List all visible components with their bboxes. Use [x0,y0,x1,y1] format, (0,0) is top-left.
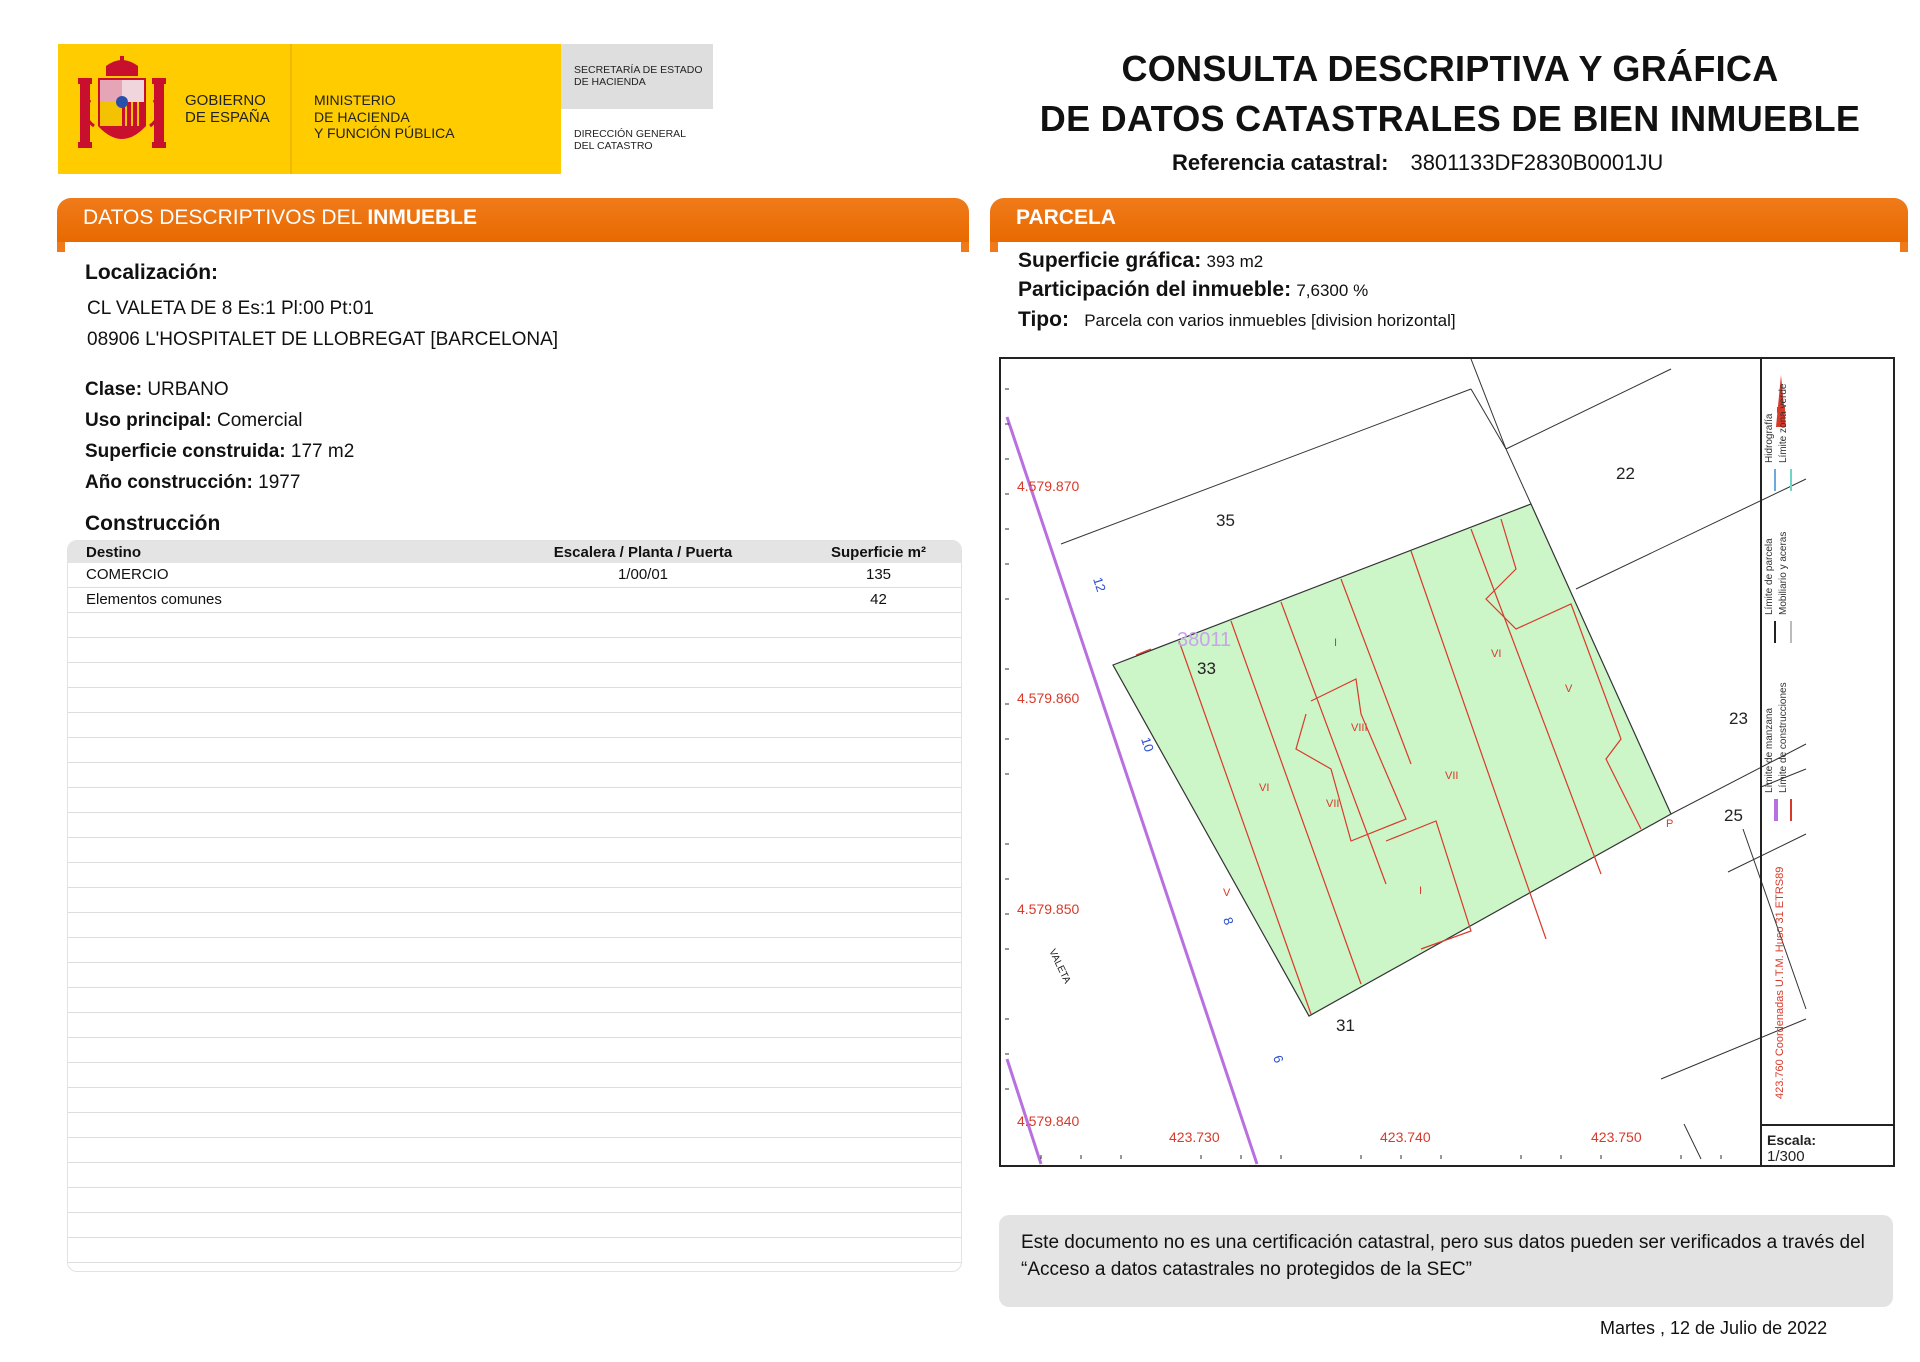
disclaimer-note: Este documento no es una certificación catastral, pero sus datos pueden ser verificados a través del “Acceso a datos catastrales no protegidos de la SEC” [999,1215,1893,1307]
document-date: Martes , 12 de Julio de 2022 [1600,1318,1828,1338]
clase-field [85,378,229,402]
secretaria-line-2: DE HACIENDA [574,76,646,88]
sup-value: 393 m2 [1206,252,1264,271]
y-coord-label: 4.579.850 [1017,901,1080,917]
address-line-1: CL VALETA DE 8 Es:1 Pl:00 Pt:01 [87,298,374,319]
legend-swatch-parcela [1774,621,1776,643]
street-number: 8 [1220,915,1237,927]
empty-table-row [68,1088,961,1113]
empty-table-row [68,638,961,663]
part-label: Participación del inmueble: [1018,278,1292,301]
cell-superficie: 135 [865,566,892,583]
localizacion-label: Localización: [85,261,219,284]
section-datos-descriptivos [57,198,969,252]
cell-destino: Elementos comunes [86,591,222,608]
clase-label: Clase: [85,379,143,400]
street-number: 10 [1138,735,1157,754]
floor-label: VI [1491,648,1502,660]
anio-value: 1977 [258,472,301,493]
street-name: VALETA [1046,947,1073,986]
section-header-right: PARCELA [990,198,1908,242]
sup-label: Superficie gráfica: [1018,249,1202,272]
cell-superficie: 42 [870,591,887,608]
parcel-number: 31 [1336,1016,1355,1035]
anio-label: Año construcción: [85,472,253,493]
empty-table-row [68,963,961,988]
floor-label: VII [1445,770,1459,782]
part-value: 7,6300 % [1296,281,1369,300]
section-title-b: INMUEBLE [367,206,478,229]
parcel-number: 25 [1724,806,1743,825]
parcel-number: 35 [1216,511,1235,530]
superficie-field [85,440,354,464]
participacion-field [1018,278,1368,303]
parcel-polygon [1113,504,1674,1016]
floor-label: I [1419,885,1423,897]
parcel-number: 33 [1197,659,1216,678]
legend-text: Hidrografía [1764,413,1775,463]
ministerio-line-3: Y FUNCIÓN PÚBLICA [314,125,455,141]
section-title-a: DATOS DESCRIPTIVOS DEL [83,206,368,229]
gobierno-line-1: GOBIERNO [185,92,266,109]
cadastral-map [999,357,1895,1167]
gobierno-line-2: DE ESPAÑA [185,109,270,126]
legend-swatch-hidrografia [1774,469,1776,491]
direccion-line-1: DIRECCIÓN GENERAL [574,128,687,140]
legend-text: Límite de manzana [1764,707,1775,793]
legend-swatch-construcciones [1790,799,1792,821]
street-number: 12 [1090,575,1109,594]
parcel-id-label: 38011 [1177,629,1232,651]
floor-label: I [1334,637,1338,649]
x-coord-label: 423.740 [1380,1129,1431,1145]
superficie-grafica-field [1018,249,1263,274]
uso-field [85,409,303,433]
empty-table-row [68,863,961,888]
empty-table-row [68,763,961,788]
street-number: 6 [1270,1053,1287,1065]
secretaria-line-1: SECRETARÍA DE ESTADO [574,64,703,76]
coord-system-label: 423.760 Coordenadas U.T.M. Huso 31 ETRS89 [1774,866,1786,1099]
section-header-left-frame [57,242,969,252]
empty-table-row [68,1013,961,1038]
y-coord-label: 4.579.860 [1017,690,1080,706]
y-coord-label: 4.579.840 [1017,1113,1080,1129]
floor-label: VII [1326,798,1340,810]
empty-table-row [68,663,961,688]
coat-of-arms-icon [76,56,168,162]
empty-rows [68,613,961,1263]
empty-table-row [68,1113,961,1138]
empty-table-row [68,738,961,763]
superficie-label: Superficie construida: [85,441,286,462]
clase-value: URBANO [147,379,229,400]
empty-table-row [68,1138,961,1163]
empty-table-row [68,613,961,638]
parcel-number: 23 [1729,709,1748,728]
construccion-label: Construcción [85,512,221,535]
floor-label: VIII [1351,722,1368,734]
title-line-1: CONSULTA DESCRIPTIVA Y GRÁFICA [1121,48,1779,89]
empty-table-row [68,788,961,813]
floor-label: V [1565,683,1573,695]
empty-table-row [68,1038,961,1063]
tipo-label: Tipo: [1018,308,1069,331]
empty-table-row [68,688,961,713]
empty-table-row [68,1063,961,1088]
floor-label: V [1223,887,1231,899]
x-coord-label: 423.750 [1591,1129,1642,1145]
tipo-field [1018,308,1456,333]
floor-label: VI [1259,782,1270,794]
ministerio-line-1: MINISTERIO [314,92,396,108]
cell-destino: COMERCIO [86,566,169,583]
uso-value: Comercial [216,410,303,431]
uso-label: Uso principal: [85,410,212,431]
section-header-left [57,198,969,242]
title-line-2: DE DATOS CATASTRALES DE BIEN INMUEBLE [1039,98,1861,139]
empty-table-row [68,913,961,938]
empty-table-row [68,1163,961,1188]
header-destino: Destino [86,544,142,561]
empty-table-row [68,938,961,963]
ref-label: Referencia catastral: [1172,150,1389,175]
legend-swatch-mobiliario [1790,621,1792,643]
referencia-catastral [1172,150,1663,176]
legend-swatch-zona-verde [1790,469,1792,491]
address-line-2: 08906 L'HOSPITALET DE LLOBREGAT [BARCELONA] [87,329,559,350]
header-superficie: Superficie m² [830,544,927,561]
empty-table-row [68,1238,961,1263]
legend-text: Mobiliario y aceras [1778,531,1789,615]
parcel-number: 22 [1616,464,1635,483]
legend-swatch-manzana [1774,799,1778,821]
tipo-value: Parcela con varios inmuebles [division horizontal] [1084,311,1456,330]
empty-table-row [68,1188,961,1213]
map-drawing [1001,359,1893,1165]
header-escalera: Escalera / Planta / Puerta [553,544,733,561]
section-parcela [990,198,1908,252]
scale-value: 1/300 [1767,1148,1805,1165]
cell-escalera: 1/00/01 [617,566,669,583]
government-logo-block [58,44,713,174]
document-title [1000,44,1900,144]
table-row [68,588,961,613]
empty-table-row [68,813,961,838]
empty-table-row [68,713,961,738]
ministerio-line-2: DE HACIENDA [314,108,410,125]
y-coord-label: 4.579.870 [1017,478,1080,494]
floor-label: P [1666,818,1674,830]
legend-text: Límite de parcela [1764,538,1775,615]
logo-divider [290,44,292,174]
empty-table-row [68,838,961,863]
x-coord-label: 423.730 [1169,1129,1220,1145]
direccion-line-2: DEL CATASTRO [574,140,653,152]
empty-table-row [68,1213,961,1238]
empty-table-row [68,988,961,1013]
empty-table-row [68,888,961,913]
ref-value: 3801133DF2830B0001JU [1410,150,1664,175]
anio-field [85,471,300,495]
table-header [68,541,961,563]
scale-label: Escala: [1767,1132,1817,1148]
legend-text: Límite de construcciones [1778,682,1789,793]
legend-text: Límite zona verde [1778,383,1789,463]
construction-table [67,540,962,1272]
superficie-value: 177 m2 [290,441,355,462]
table-row [68,563,961,588]
